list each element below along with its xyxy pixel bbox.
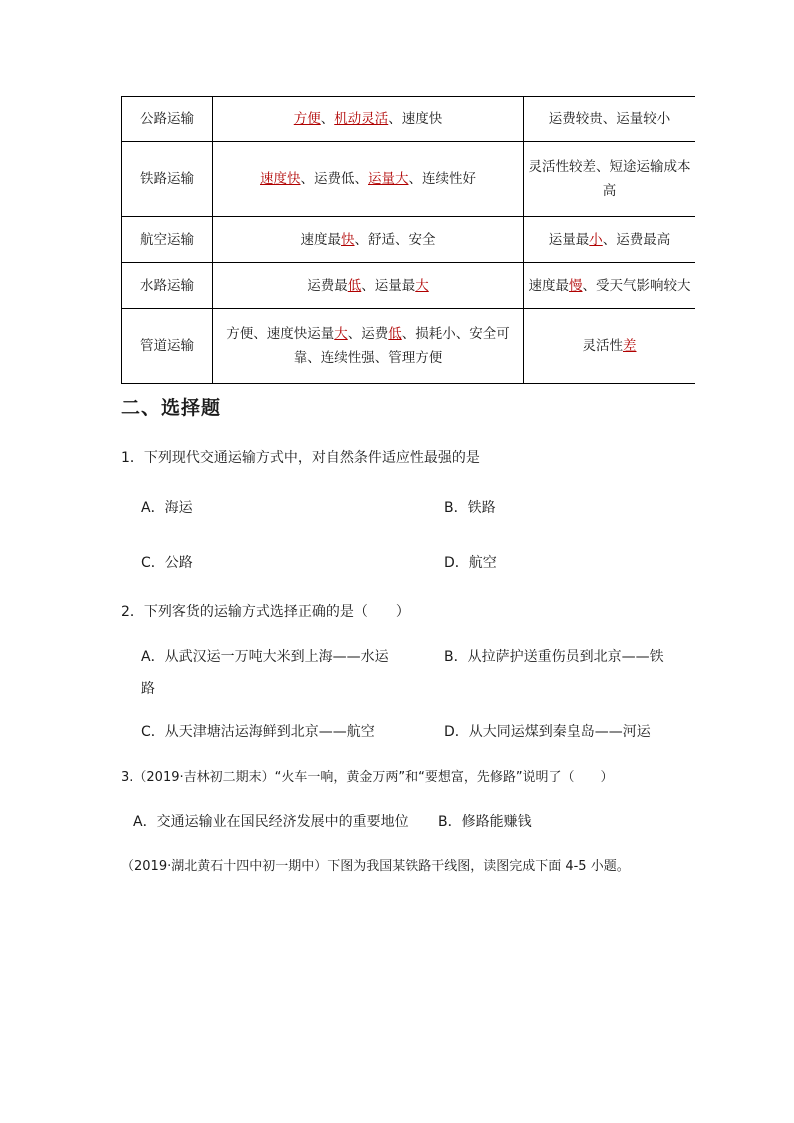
question-1-option-a: A．海运 — [141, 500, 193, 516]
question-2-option-d: D．从大同运煤到秦皇岛——河运 — [444, 724, 651, 740]
highlighted-keyword: 大 — [334, 326, 348, 342]
question-2-option-b-wrap: 路 — [141, 681, 155, 697]
table-row — [122, 217, 696, 263]
disadvantages-cell — [524, 263, 696, 309]
cell-text: 、舒适、安全 — [354, 231, 436, 248]
disadvantages-cell — [524, 97, 696, 142]
highlighted-keyword: 差 — [623, 338, 637, 354]
disadvantages-cell — [524, 142, 696, 217]
disadvantages-cell — [524, 309, 696, 384]
advantages-cell — [213, 217, 524, 263]
advantages-cell — [213, 309, 524, 384]
question-2-option-b: B．从拉萨护送重伤员到北京——铁 — [444, 649, 664, 665]
highlighted-keyword: 快 — [341, 231, 355, 248]
cell-text: 方便、速度快运量 — [226, 326, 335, 342]
cell-text: 、受天气影响较大 — [582, 277, 691, 294]
transport-mode-cell: 航空运输 — [122, 217, 213, 263]
cell-text: 运费较贵、运量较小 — [548, 111, 671, 127]
highlighted-keyword: 速度快 — [260, 171, 301, 187]
cell-text: 、运量最 — [361, 277, 416, 294]
cell-text: 速度最 — [528, 277, 569, 294]
question-3-option-a: A．交通运输业在国民经济发展中的重要地位 — [133, 814, 409, 830]
section-title: 二、选择题 — [121, 397, 222, 419]
transport-comparison-table — [121, 96, 695, 384]
highlighted-keyword: 运量大 — [368, 171, 409, 187]
cell-text: 、损耗小、安全可靠、连续性强、管理方便 — [293, 326, 510, 366]
cell-text: 灵活性 — [582, 338, 623, 354]
advantages-cell — [213, 142, 524, 217]
question-1-stem: 1．下列现代交通运输方式中，对自然条件适应性最强的是 — [121, 450, 480, 466]
question-2-option-a: A．从武汉运一万吨大米到上海——水运 — [141, 649, 389, 665]
cell-text: 运费最 — [307, 277, 348, 294]
question-3-stem: 3.（2019·吉林初二期末）“火车一响，黄金万两”和“要想富，先修路”说明了（ ） — [121, 770, 614, 785]
highlighted-keyword: 低 — [388, 326, 402, 342]
advantages-cell — [213, 263, 524, 309]
question-3-option-b: B．修路能赚钱 — [438, 814, 532, 830]
question-intro: （2019·湖北黄石十四中初一期中）下图为我国某铁路干线图，读图完成下面 4-5 小题。 — [121, 859, 630, 874]
question-2-option-c: C．从天津塘沽运海鲜到北京——航空 — [141, 724, 375, 740]
highlighted-keyword: 小 — [589, 231, 603, 248]
cell-text: 运量最 — [548, 231, 590, 248]
highlighted-keyword: 大 — [415, 277, 429, 294]
highlighted-keyword: 慢 — [569, 277, 583, 294]
cell-text: 灵活性较差、短途运输成本高 — [528, 159, 691, 199]
cell-text: 、 — [320, 111, 335, 127]
question-1-option-b: B．铁路 — [444, 500, 496, 516]
question-1-option-d: D．航空 — [444, 555, 497, 571]
table-row — [122, 263, 696, 309]
table-row — [122, 97, 696, 142]
highlighted-keyword: 机动灵活 — [334, 111, 389, 127]
highlighted-keyword: 低 — [347, 277, 362, 294]
table-row — [122, 309, 696, 384]
transport-mode-cell: 管道运输 — [122, 309, 213, 384]
cell-text: 速度最 — [300, 231, 341, 248]
transport-mode-cell: 铁路运输 — [122, 142, 213, 217]
question-1-option-c: C．公路 — [141, 555, 193, 571]
cell-text: 、速度快 — [388, 111, 443, 127]
advantages-cell — [213, 97, 524, 142]
transport-mode-cell: 公路运输 — [122, 97, 213, 142]
cell-text: 、运费低、 — [300, 171, 368, 187]
table-row — [122, 142, 696, 217]
question-2-stem: 2．下列客货的运输方式选择正确的是（ ） — [121, 604, 410, 620]
highlighted-keyword: 方便 — [293, 111, 321, 127]
disadvantages-cell — [524, 217, 696, 263]
cell-text: 、运费 — [347, 326, 389, 342]
cell-text: 、连续性好 — [408, 171, 476, 187]
cell-text: 、运费最高 — [602, 231, 671, 248]
transport-mode-cell: 水路运输 — [122, 263, 213, 309]
